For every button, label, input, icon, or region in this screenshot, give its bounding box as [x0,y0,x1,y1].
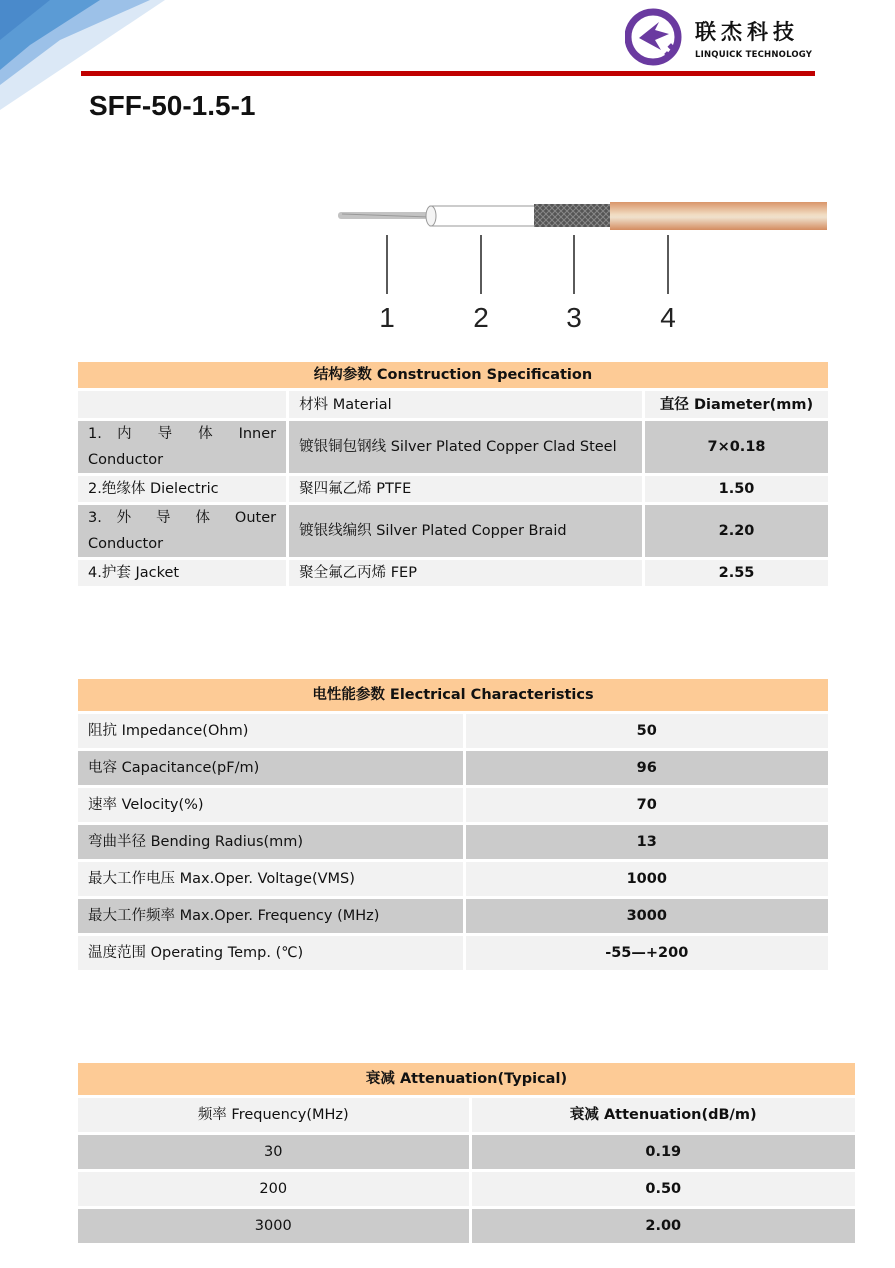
frequency-value: 200 [78,1172,469,1206]
table-row [78,788,828,822]
part-name: 2.绝缘体 Dielectric [78,476,286,502]
diagram-label-1: 1 [379,302,395,333]
logo-name-cn: 联杰科技 [695,20,799,44]
param-value: 13 [466,825,829,859]
dielectric [426,206,536,226]
page-title: SFF-50-1.5-1 [89,90,256,121]
param-label: 速率 Velocity(%) [78,788,463,822]
construction-table [75,359,831,589]
param-value: 1000 [466,862,829,896]
attenuation-value: 2.00 [472,1209,856,1243]
material-value: 聚四氟乙烯 PTFE [289,476,642,502]
param-label: 阻抗 Impedance(Ohm) [78,714,463,748]
header-divider [81,71,815,76]
table-row [78,936,828,970]
table-row [78,751,828,785]
attenuation-title: 衰减 Attenuation(Typical) [78,1063,855,1095]
cable-diagram [330,190,830,335]
diagram-label-2: 2 [473,302,489,333]
diameter-value: 1.50 [645,476,828,502]
table-row [78,1135,855,1169]
table-row [78,825,828,859]
electrical-table [75,676,831,973]
table-row [78,476,828,502]
part-name: 4.护套 Jacket [78,560,286,586]
attenuation-value: 0.50 [472,1172,856,1206]
param-label: 弯曲半径 Bending Radius(mm) [78,825,463,859]
diagram-label-4: 4 [660,302,676,333]
frequency-value: 3000 [78,1209,469,1243]
table-row [78,1209,855,1243]
frequency-value: 30 [78,1135,469,1169]
material-value: 聚全氟乙丙烯 FEP [289,560,642,586]
part-name: 3. 外 导 体 Outer Conductor [78,505,286,557]
material-value: 镀银铜包钢线 Silver Plated Copper Clad Steel [289,421,642,473]
material-value: 镀银线编织 Silver Plated Copper Braid [289,505,642,557]
logo-mark-icon [625,8,689,66]
param-label: 最大工作电压 Max.Oper. Voltage(VMS) [78,862,463,896]
param-value: 96 [466,751,829,785]
attenuation-header: 衰减 Attenuation(dB/m) [472,1098,856,1132]
param-label: 温度范围 Operating Temp. (℃) [78,936,463,970]
construction-title: 结构参数 Construction Specification [78,362,828,388]
diameter-value: 2.20 [645,505,828,557]
part-name: 1. 内 导 体 Inner Conductor [78,421,286,473]
param-value: 50 [466,714,829,748]
param-label: 最大工作频率 Max.Oper. Frequency (MHz) [78,899,463,933]
table-row [78,899,828,933]
blank-cell [78,391,286,418]
table-row [78,1172,855,1206]
table-row [78,862,828,896]
material-header: 材料 Material [289,391,642,418]
param-value: 3000 [466,899,829,933]
table-row [78,421,828,473]
diagram-label-3: 3 [566,302,582,333]
table-row [78,714,828,748]
company-logo [625,8,815,66]
param-value: -55—+200 [466,936,829,970]
attenuation-table [75,1060,858,1246]
jacket [610,202,827,230]
outer-conductor-braid [534,204,614,227]
table-row [78,560,828,586]
logo-name-en: LINQUICK TECHNOLOGY [695,50,813,60]
inner-conductor [338,212,434,219]
param-value: 70 [466,788,829,822]
attenuation-value: 0.19 [472,1135,856,1169]
diameter-value: 7×0.18 [645,421,828,473]
table-row [78,505,828,557]
frequency-header: 频率 Frequency(MHz) [78,1098,469,1132]
electrical-title: 电性能参数 Electrical Characteristics [78,679,828,711]
param-label: 电容 Capacitance(pF/m) [78,751,463,785]
diameter-header: 直径 Diameter(mm) [645,391,828,418]
diameter-value: 2.55 [645,560,828,586]
